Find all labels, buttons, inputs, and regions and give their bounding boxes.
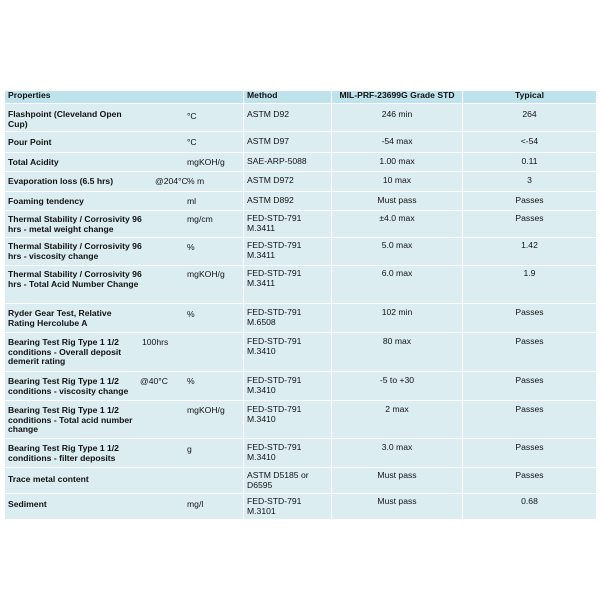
table-row [5, 192, 597, 211]
typical-cell: Passes [463, 401, 597, 439]
table-header-row [5, 91, 597, 104]
property-unit: % [187, 309, 195, 319]
property-unit: % [187, 242, 195, 252]
grade-cell: 3.0 max [332, 439, 463, 468]
header-method: Method [244, 91, 332, 104]
property-unit: mgKOH/g [187, 405, 225, 415]
method-cell: FED-STD-791 M.6508 [244, 304, 332, 333]
method-cell: FED-STD-791 M.3410 [244, 401, 332, 439]
typical-cell: 0.11 [463, 153, 597, 172]
property-name: Pour Point [8, 137, 52, 147]
table-row [5, 211, 597, 238]
property-name: Trace metal content [8, 474, 89, 484]
property-name: Flashpoint (Cleveland Open Cup) [8, 109, 122, 129]
typical-cell: 1.42 [463, 238, 597, 266]
property-unit: % [187, 376, 195, 386]
typical-cell: Passes [463, 333, 597, 372]
grade-cell: 10 max [332, 172, 463, 192]
typical-cell: 1.9 [463, 266, 597, 304]
typical-cell: 0.68 [463, 494, 597, 520]
grade-cell: Must pass [332, 494, 463, 520]
typical-cell: 3 [463, 172, 597, 192]
table-row [5, 266, 597, 304]
property-condition: @204°C [155, 176, 188, 186]
property-unit: mg/l [187, 499, 204, 509]
property-name: Thermal Stability / Corrosivity 96 hrs - viscosity change [8, 241, 142, 261]
grade-cell: 80 max [332, 333, 463, 372]
header-properties: Properties [5, 91, 244, 104]
grade-cell: -54 max [332, 132, 463, 153]
method-cell: ASTM D5185 or D6595 [244, 468, 332, 494]
method-cell: ASTM D92 [244, 104, 332, 132]
property-name: Foaming tendency [8, 196, 84, 206]
typical-cell: Passes [463, 439, 597, 468]
table-row [5, 333, 597, 372]
typical-cell: Passes [463, 211, 597, 238]
property-name: Bearing Test Rig Type 1 1/2 conditions - viscosity change [8, 376, 129, 396]
table-row [5, 468, 597, 494]
table-row [5, 132, 597, 153]
property-name: Bearing Test Rig Type 1 1/2 conditions - Total acid number change [8, 405, 133, 435]
header-grade: MIL-PRF-23699G Grade STD [332, 91, 463, 104]
table-row [5, 238, 597, 266]
method-cell: FED-STD-791 M.3410 [244, 333, 332, 372]
specifications-table [4, 90, 597, 520]
property-name: Evaporation loss (6.5 hrs) [8, 176, 114, 186]
grade-cell: Must pass [332, 192, 463, 211]
property-unit: mgKOH/g [187, 157, 225, 167]
property-name: Ryder Gear Test, Relative Rating Hercolube A [8, 308, 112, 328]
method-cell: FED-STD-791 M.3410 [244, 439, 332, 468]
table-row [5, 104, 597, 132]
grade-cell: 102 min [332, 304, 463, 333]
typical-cell: 264 [463, 104, 597, 132]
grade-cell: Must pass [332, 468, 463, 494]
table-row [5, 494, 597, 520]
table-row [5, 172, 597, 192]
grade-cell: 5.0 max [332, 238, 463, 266]
typical-cell: <-54 [463, 132, 597, 153]
typical-cell: Passes [463, 372, 597, 401]
property-unit: °C [187, 111, 197, 121]
property-name: Thermal Stability / Corrosivity 96 hrs - Total Acid Number Change [8, 269, 142, 289]
method-cell: SAE-ARP-5088 [244, 153, 332, 172]
property-unit: °C [187, 137, 197, 147]
property-condition: 100hrs [142, 337, 169, 347]
table-row [5, 439, 597, 468]
property-unit: ml [187, 196, 197, 206]
grade-cell: 246 min [332, 104, 463, 132]
grade-cell: 2 max [332, 401, 463, 439]
method-cell: ASTM D972 [244, 172, 332, 192]
property-unit: mg/cm [187, 214, 213, 224]
table-row [5, 304, 597, 333]
property-condition: @40°C [140, 376, 168, 386]
property-unit: g [187, 444, 192, 454]
typical-cell: Passes [463, 468, 597, 494]
property-name: Thermal Stability / Corrosivity 96 hrs - metal weight change [8, 214, 142, 234]
method-cell: FED-STD-791 M.3101 [244, 494, 332, 520]
table-row [5, 372, 597, 401]
method-cell: FED-STD-791 M.3411 [244, 211, 332, 238]
property-name: Sediment [8, 499, 47, 509]
header-typical: Typical [463, 91, 597, 104]
method-cell: FED-STD-791 M.3411 [244, 238, 332, 266]
grade-cell: ±4.0 max [332, 211, 463, 238]
method-cell: ASTM D97 [244, 132, 332, 153]
property-unit: % m [187, 176, 205, 186]
grade-cell: -5 to +30 [332, 372, 463, 401]
table-row [5, 153, 597, 172]
property-name: Total Acidity [8, 157, 59, 167]
method-cell: ASTM D892 [244, 192, 332, 211]
property-name: Bearing Test Rig Type 1 1/2 conditions - filter deposits [8, 443, 119, 463]
property-unit: mgKOH/g [187, 269, 225, 279]
typical-cell: Passes [463, 192, 597, 211]
method-cell: FED-STD-791 M.3411 [244, 266, 332, 304]
property-name: Bearing Test Rig Type 1 1/2 conditions - Overall deposit demerit rating [8, 337, 122, 367]
typical-cell: Passes [463, 304, 597, 333]
grade-cell: 6.0 max [332, 266, 463, 304]
grade-cell: 1.00 max [332, 153, 463, 172]
table-row [5, 401, 597, 439]
method-cell: FED-STD-791 M.3410 [244, 372, 332, 401]
